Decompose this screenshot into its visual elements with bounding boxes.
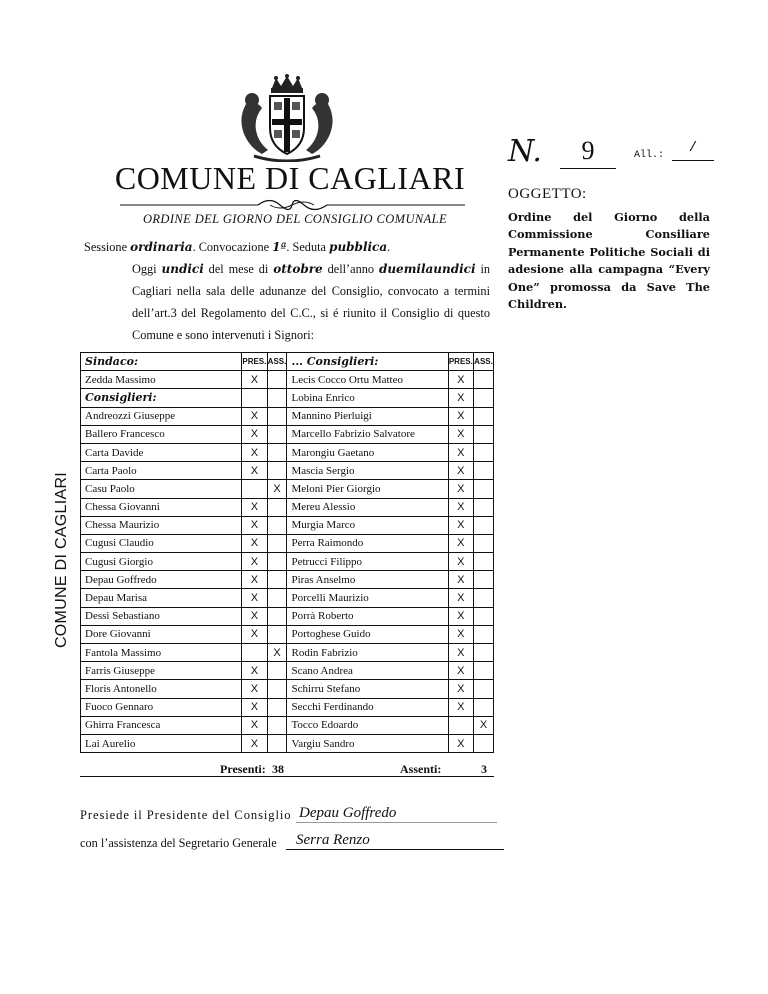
present-mark: X (242, 553, 267, 571)
councillor-name: Mascia Sergio (287, 462, 448, 480)
secretary-label: con l’assistenza del Segretario Generale (80, 836, 277, 850)
present-mark: X (242, 534, 267, 552)
month-label: del mese di (203, 262, 274, 276)
present-mark (448, 716, 473, 734)
subject-text: Ordine del Giorno della Commissione Consiliare Permanente Politiche Sociali di adesione alla campagna “Every One” promossa da Save The Children. (508, 210, 710, 312)
absent-header: ASS. (474, 353, 494, 371)
present-mark: X (242, 716, 267, 734)
councillor-name: Cugusi Giorgio (81, 553, 242, 571)
present-mark: X (242, 625, 267, 643)
session-intro-paragraph (84, 236, 490, 346)
present-total-label: Presenti: (220, 762, 266, 776)
present-mark: X (448, 571, 473, 589)
councillors-header: ... Consiglieri: (287, 353, 448, 371)
councillor-name: Chessa Giovanni (81, 498, 242, 516)
councillor-name: Piras Anselmo (287, 571, 448, 589)
mayor-header: Sindaco: (81, 353, 242, 371)
absent-mark (474, 680, 494, 698)
number-value: 9 (560, 136, 616, 169)
absent-total-label: Assenti: (400, 762, 442, 776)
table-row (81, 734, 494, 752)
councillor-name: Lai Aurelio (81, 734, 242, 752)
absent-header: ASS. (267, 353, 287, 371)
absent-mark: X (474, 716, 494, 734)
table-row (81, 589, 494, 607)
table-row (81, 607, 494, 625)
absent-mark (267, 443, 287, 461)
document-subtitle: ORDINE DEL GIORNO DEL CONSIGLIO COMUNALE (142, 212, 448, 226)
present-mark: X (448, 425, 473, 443)
present-mark: X (448, 662, 473, 680)
vertical-side-title (48, 471, 76, 649)
absent-mark (267, 425, 287, 443)
present-mark: X (448, 625, 473, 643)
table-row (81, 371, 494, 389)
councillor-name: Farris Giuseppe (81, 662, 242, 680)
city-title: COMUNE DI CAGLIARI (114, 160, 466, 196)
absent-mark (267, 553, 287, 571)
present-total-value: 38 (272, 762, 284, 776)
present-header: PRES. (448, 353, 473, 371)
absent-mark (267, 734, 287, 752)
present-mark: X (448, 516, 473, 534)
absent-mark (474, 625, 494, 643)
councillor-name: Porrà Roberto (287, 607, 448, 625)
councillor-name: Floris Antonello (81, 680, 242, 698)
councillor-name: Schirru Stefano (287, 680, 448, 698)
table-row (81, 443, 494, 461)
table-row (81, 534, 494, 552)
present-mark: X (448, 498, 473, 516)
table-row (81, 498, 494, 516)
title-flourish-divider (120, 198, 465, 212)
absent-mark (267, 371, 287, 389)
absent-mark (267, 607, 287, 625)
table-row (81, 662, 494, 680)
present-mark: X (242, 516, 267, 534)
attachments-value: / (672, 140, 714, 161)
sitting-type: pubblica (329, 240, 388, 254)
table-row (81, 480, 494, 498)
absent-mark (474, 589, 494, 607)
attachments-label: All.: (634, 150, 665, 161)
absent-mark (267, 716, 287, 734)
councillor-name: Mereu Alessio (287, 498, 448, 516)
councillor-name: Meloni Pier Giorgio (287, 480, 448, 498)
present-mark: X (242, 371, 267, 389)
present-mark (242, 644, 267, 662)
absent-mark (474, 425, 494, 443)
city-coat-of-arms-emblem (232, 74, 342, 162)
absent-mark (267, 534, 287, 552)
councillor-name: Lobina Enrico (287, 389, 448, 407)
present-header: PRES. (242, 353, 267, 371)
present-mark: X (242, 498, 267, 516)
table-row (81, 625, 494, 643)
present-mark: X (242, 734, 267, 752)
subject-label: OGGETTO: (508, 186, 587, 202)
present-mark: X (448, 407, 473, 425)
day-value: undici (161, 262, 204, 276)
councillor-name: Casu Paolo (81, 480, 242, 498)
absent-mark (267, 498, 287, 516)
councillor-name: Marongiu Gaetano (287, 443, 448, 461)
table-row (81, 389, 494, 407)
councillor-name: Tocco Edoardo (287, 716, 448, 734)
present-mark: X (448, 480, 473, 498)
absent-mark (474, 407, 494, 425)
councillor-name: Vargiu Sandro (287, 734, 448, 752)
number-label: N. (508, 134, 542, 169)
absent-total-value: 3 (481, 762, 487, 776)
present-mark: X (242, 680, 267, 698)
present-mark: X (242, 425, 267, 443)
vertical-side-text: COMUNE DI CAGLIARI (53, 471, 70, 649)
sitting-label: . Seduta (286, 240, 330, 254)
councillor-name: Fuoco Gennaro (81, 698, 242, 716)
absent-mark (474, 553, 494, 571)
absent-mark (267, 407, 287, 425)
present-mark: X (448, 371, 473, 389)
table-row (81, 425, 494, 443)
present-mark: X (448, 734, 473, 752)
councillors-group-label: Consiglieri: (81, 389, 242, 407)
absent-mark (474, 607, 494, 625)
councillor-name: Ghirra Francesca (81, 716, 242, 734)
table-row (81, 462, 494, 480)
year-value: duemilaundici (378, 262, 476, 276)
convocation-label: . Convocazione (192, 240, 273, 254)
present-mark (242, 480, 267, 498)
absent-mark (267, 680, 287, 698)
totals-underline (80, 776, 494, 777)
present-mark: X (242, 407, 267, 425)
table-row (81, 698, 494, 716)
table-row (81, 516, 494, 534)
year-label: dell’anno (322, 262, 379, 276)
table-row (81, 716, 494, 734)
councillor-name: Perra Raimondo (287, 534, 448, 552)
president-name: Depau Goffredo (296, 805, 497, 823)
absent-mark (267, 571, 287, 589)
present-mark: X (242, 571, 267, 589)
absent-mark (474, 498, 494, 516)
councillor-name: Zedda Massimo (81, 371, 242, 389)
session-type: ordinaria (130, 240, 193, 254)
present-mark: X (448, 644, 473, 662)
attendance-header-row (81, 353, 494, 371)
present-mark: X (448, 607, 473, 625)
councillor-name: Marcello Fabrizio Salvatore (287, 425, 448, 443)
table-row (81, 407, 494, 425)
councillor-name: Murgia Marco (287, 516, 448, 534)
councillor-name: Fantola Massimo (81, 644, 242, 662)
absent-mark (474, 734, 494, 752)
councillor-name: Rodin Fabrizio (287, 644, 448, 662)
absent-mark (267, 589, 287, 607)
present-mark: X (448, 589, 473, 607)
absent-mark (474, 698, 494, 716)
present-mark: X (448, 389, 473, 407)
absent-mark (474, 534, 494, 552)
councillor-name: Dore Giovanni (81, 625, 242, 643)
councillor-name: Porcelli Maurizio (287, 589, 448, 607)
present-mark: X (448, 698, 473, 716)
councillor-name: Lecis Cocco Ortu Matteo (287, 371, 448, 389)
present-mark: X (242, 698, 267, 716)
councillor-name: Portoghese Guido (287, 625, 448, 643)
president-label: Presiede il Presidente del Consiglio (80, 808, 292, 822)
present-mark: X (242, 589, 267, 607)
councillor-name: Chessa Maurizio (81, 516, 242, 534)
present-mark (242, 389, 267, 407)
absent-mark: X (267, 480, 287, 498)
table-row (81, 571, 494, 589)
present-mark: X (242, 607, 267, 625)
councillor-name: Carta Paolo (81, 462, 242, 480)
councillor-name: Cugusi Claudio (81, 534, 242, 552)
present-mark: X (242, 462, 267, 480)
table-row (81, 680, 494, 698)
absent-mark (474, 644, 494, 662)
present-mark: X (448, 553, 473, 571)
today-label: Oggi (132, 262, 162, 276)
absent-mark (267, 662, 287, 680)
attendance-table (80, 352, 494, 753)
intro-rest: in Cagliari nella sala delle adunanze del Consiglio, convocato a termini dell’art.3 del Regolamento del C.C., si é riunito il Consiglio di questo Comune e sono intervenuti i Signori: (132, 262, 491, 342)
absent-mark (474, 371, 494, 389)
secretary-name: Serra Renzo (286, 832, 504, 850)
councillor-name: Depau Marisa (81, 589, 242, 607)
present-mark: X (448, 462, 473, 480)
sitting-end: . (387, 240, 391, 254)
councillor-name: Ballero Francesco (81, 425, 242, 443)
present-mark: X (242, 443, 267, 461)
absent-mark (474, 462, 494, 480)
councillor-name: Carta Davide (81, 443, 242, 461)
absent-mark (267, 389, 287, 407)
table-row (81, 644, 494, 662)
councillor-name: Dessì Sebastiano (81, 607, 242, 625)
absent-mark (267, 625, 287, 643)
councillor-name: Petrucci Filippo (287, 553, 448, 571)
convocation-number: 1ª (272, 240, 287, 254)
councillor-name: Andreozzi Giuseppe (81, 407, 242, 425)
present-mark: X (448, 680, 473, 698)
absent-mark (267, 462, 287, 480)
absent-mark (474, 662, 494, 680)
absent-mark (474, 443, 494, 461)
absent-mark (267, 516, 287, 534)
present-mark: X (448, 534, 473, 552)
absent-mark (474, 480, 494, 498)
present-mark: X (448, 443, 473, 461)
councillor-name: Depau Goffredo (81, 571, 242, 589)
councillor-name: Mannino Pierluigi (287, 407, 448, 425)
absent-mark (474, 389, 494, 407)
month-value: ottobre (273, 262, 323, 276)
present-mark: X (242, 662, 267, 680)
councillor-name: Scano Andrea (287, 662, 448, 680)
session-label: Sessione (84, 240, 131, 254)
absent-mark (267, 698, 287, 716)
councillor-name: Secchi Ferdinando (287, 698, 448, 716)
absent-mark (474, 516, 494, 534)
table-row (81, 553, 494, 571)
absent-mark: X (267, 644, 287, 662)
absent-mark (474, 571, 494, 589)
